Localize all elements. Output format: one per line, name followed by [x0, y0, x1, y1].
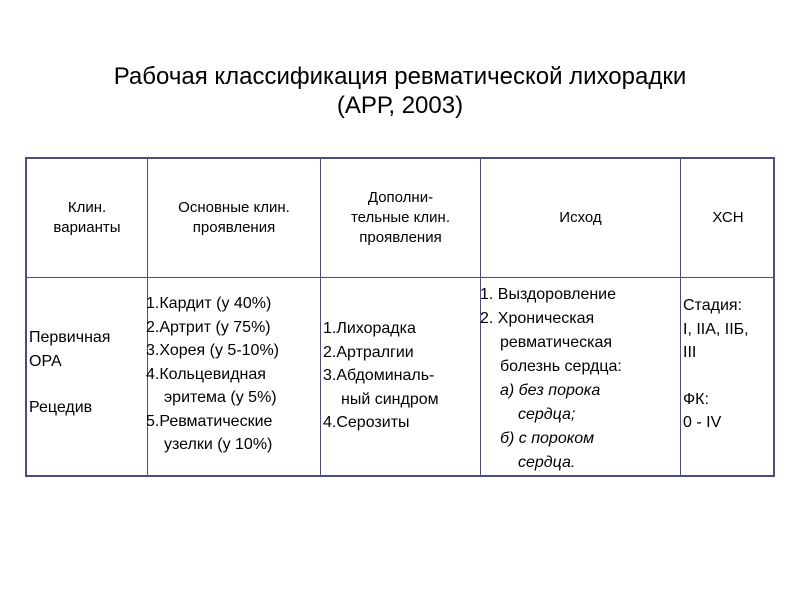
list-item: сердца. — [518, 454, 576, 471]
list-item: ревматическая — [500, 334, 613, 351]
list-item: 1.Кардит (у 40%) — [146, 295, 272, 312]
list-item: ный синдром — [341, 390, 439, 408]
list-item: 2.Артрит (у 75%) — [146, 318, 271, 336]
list-item: эритема (у 5%) — [164, 389, 277, 406]
hsn-fc-values: 0 - IV — [683, 414, 722, 431]
main-manifestations-list — [146, 292, 320, 457]
page-title — [60, 62, 740, 120]
header-text: Исход — [559, 209, 602, 226]
table-row-divider — [27, 277, 773, 278]
header-text: варианты — [53, 219, 121, 236]
hsn-fc-label: ФК: — [683, 390, 709, 408]
variant-primary: ОРА — [29, 352, 62, 370]
variant-relapse: Рецедив — [29, 399, 93, 416]
list-item: узелки (у 10%) — [164, 436, 273, 453]
header-text: ХСН — [712, 209, 744, 226]
list-item: а) без порока — [500, 382, 601, 399]
list-item: 3.Хорея (у 5-10%) — [146, 342, 279, 359]
header-text: проявления — [359, 229, 442, 246]
variants-cell — [29, 326, 145, 420]
header-additional — [321, 159, 480, 277]
list-item: б) с пороком — [500, 430, 595, 447]
classification-table — [25, 157, 775, 477]
hsn-stage-label: Стадия: — [683, 297, 742, 314]
list-item: 2.Артралгии — [323, 343, 414, 361]
variant-primary: Первичная — [29, 329, 111, 346]
header-text: Дополни- — [367, 189, 434, 206]
list-item: 1. Выздоровление — [480, 286, 617, 303]
list-item: сердца; — [518, 406, 576, 423]
hsn-cell — [683, 294, 775, 435]
header-outcome — [481, 159, 680, 277]
header-text: тельные клин. — [350, 209, 450, 226]
list-item: 3.Абдоминаль- — [323, 367, 435, 384]
list-item: 1.Лихорадка — [323, 320, 416, 337]
header-hsn — [681, 159, 775, 277]
header-text: Клин. — [67, 199, 107, 216]
header-text: проявления — [192, 219, 276, 236]
additional-manifestations-list — [323, 317, 481, 435]
outcome-list — [480, 283, 680, 475]
list-item: 4.Кольцевидная — [146, 365, 266, 383]
main-manifestations-cell — [146, 292, 320, 457]
header-text: Основные клин. — [178, 199, 290, 216]
list-item: 5.Ревматические — [146, 412, 273, 430]
additional-manifestations-cell — [323, 317, 481, 435]
outcome-cell — [480, 283, 680, 475]
page-title-line1: Рабочая классификация ревматической лихорадки — [113, 63, 687, 90]
page-title-line2: (АРР, 2003) — [336, 92, 464, 119]
header-main — [148, 159, 320, 277]
list-item: 4.Серозиты — [323, 414, 410, 431]
list-item: 2. Хроническая — [480, 310, 595, 327]
list-item: болезнь сердца: — [500, 358, 622, 375]
header-variants — [27, 159, 147, 277]
hsn-stage-values: III — [683, 344, 697, 361]
hsn-stage-values: I, IIА, IIБ, — [683, 320, 749, 338]
